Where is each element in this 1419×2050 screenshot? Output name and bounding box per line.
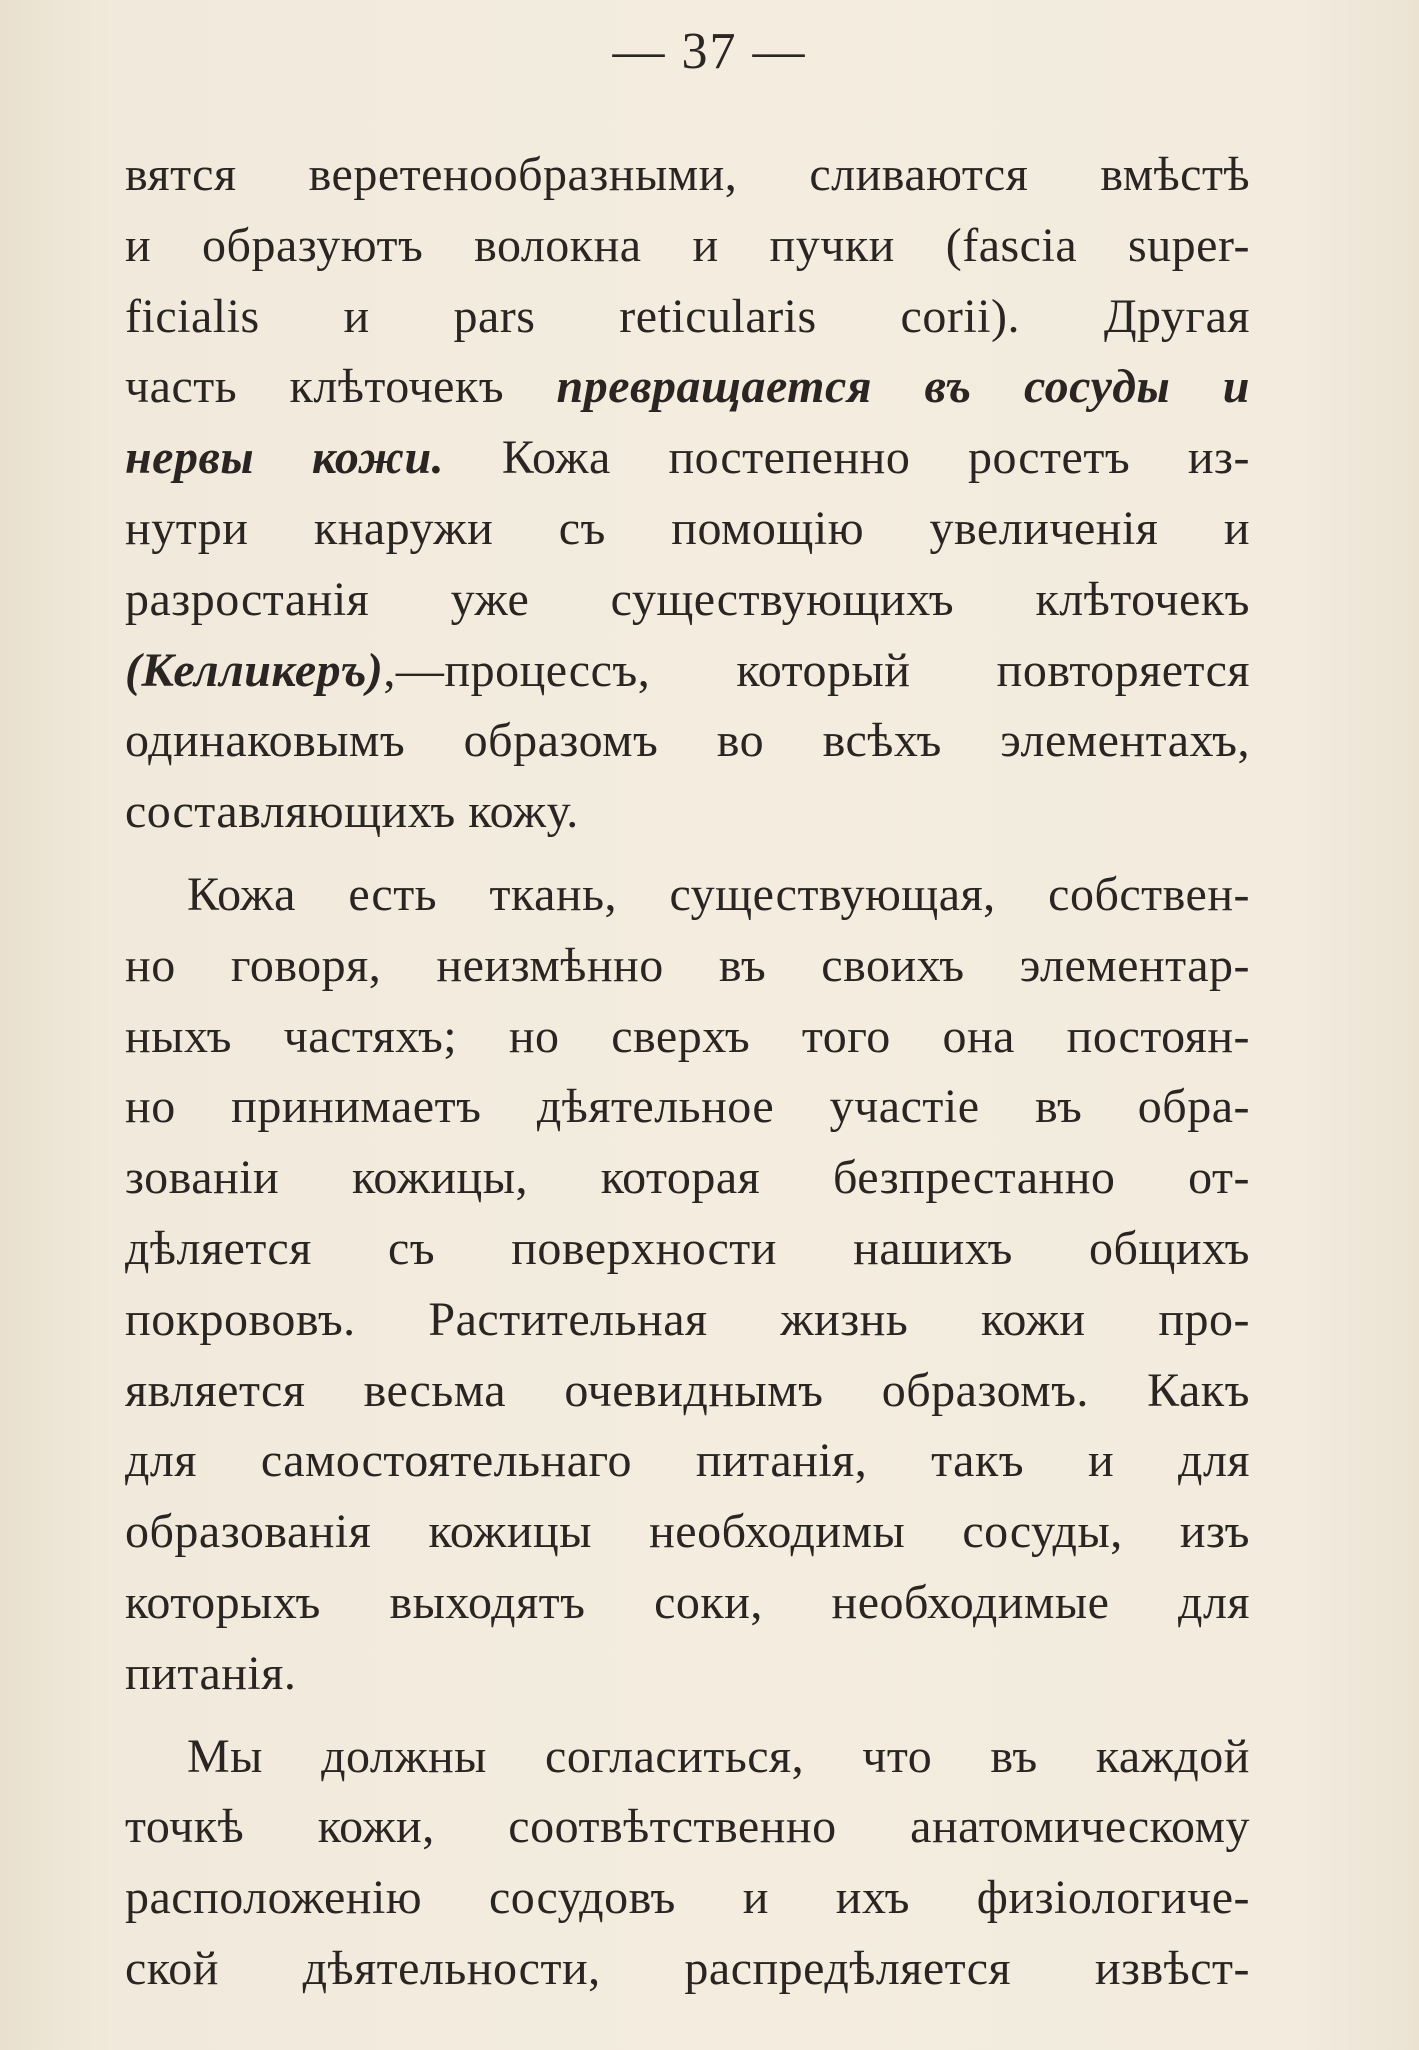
- text-line: [125, 777, 1250, 848]
- text-line: [125, 1934, 1250, 2005]
- italic-text-run: (Келликеръ): [125, 643, 384, 697]
- text-line: [125, 636, 1250, 707]
- text-line: [125, 1568, 1250, 1639]
- text-line: [125, 931, 1250, 1002]
- text-line: [125, 706, 1250, 777]
- text-line: [125, 1214, 1250, 1285]
- text-run: ficialis и pars reticularis corii). Другая: [125, 289, 1250, 343]
- text-run: которыхъ выходятъ соки, необходимые для: [125, 1575, 1250, 1629]
- text-line: [125, 352, 1250, 423]
- text-line: [125, 565, 1250, 636]
- text-line: [125, 282, 1250, 353]
- text-line: [125, 423, 1250, 494]
- text-line: [125, 1639, 1250, 1710]
- text-run: точкѣ кожи, соотвѣтственно анатомическому: [125, 1800, 1250, 1854]
- text-run: для самостоятельнаго питанія, такъ и для: [125, 1434, 1250, 1488]
- italic-text-run: превращается въ сосуды и: [556, 360, 1250, 414]
- text-run: дѣляется съ поверхности нашихъ общихъ: [125, 1221, 1250, 1275]
- text-run: зованіи кожицы, которая безпрестанно от-: [125, 1151, 1250, 1205]
- text-run: и образуютъ волокна и пучки (fascia super-: [125, 218, 1250, 272]
- text-line: [125, 211, 1250, 282]
- text-line: [125, 1356, 1250, 1427]
- text-run: является весьма очевиднымъ образомъ. Какъ: [125, 1363, 1250, 1417]
- italic-text-run: нервы кожи.: [125, 431, 445, 485]
- body-text: [125, 140, 1250, 2005]
- text-run: образованія кожицы необходимы сосуды, изъ: [125, 1505, 1250, 1559]
- text-line: [125, 1072, 1250, 1143]
- text-run: Кожа постепенно ростетъ из-: [444, 431, 1250, 485]
- text-run: Мы должны согласиться, что въ каждой: [187, 1729, 1250, 1783]
- text-line: [125, 1497, 1250, 1568]
- paragraph-gap: [125, 848, 1250, 860]
- text-run: часть клѣточекъ: [125, 360, 557, 414]
- text-run: питанія.: [125, 1646, 297, 1700]
- page-number: — 37 —: [612, 23, 807, 80]
- text-line: [125, 1426, 1250, 1497]
- text-run: Кожа есть ткань, существующая, собствен-: [187, 867, 1250, 921]
- text-run: ныхъ частяхъ; но сверхъ того она постоян-: [125, 1009, 1250, 1063]
- text-line: [125, 1792, 1250, 1863]
- text-line: [125, 494, 1250, 565]
- text-line: [125, 1002, 1250, 1073]
- paragraph: [125, 140, 1250, 848]
- text-run: ,—процессъ, который повторяется: [383, 643, 1250, 697]
- paragraph: [125, 1722, 1250, 2005]
- text-run: ской дѣятельности, распредѣляется извѣст-: [125, 1941, 1250, 1995]
- paragraph: [125, 860, 1250, 1710]
- text-run: покрововъ. Растительная жизнь кожи про-: [125, 1292, 1250, 1346]
- text-run: но говоря, неизмѣнно въ своихъ элементар-: [125, 938, 1250, 992]
- text-run: одинаковымъ образомъ во всѣхъ элементахъ,: [125, 714, 1250, 768]
- text-line: [125, 1863, 1250, 1934]
- text-line: [125, 140, 1250, 211]
- text-run: расположенію сосудовъ и ихъ физіологиче-: [125, 1871, 1250, 1925]
- text-line: [125, 1143, 1250, 1214]
- paragraph-gap: [125, 1710, 1250, 1722]
- text-run: составляющихъ кожу.: [125, 785, 579, 839]
- text-run: но принимаетъ дѣятельное участіе въ обра-: [125, 1080, 1250, 1134]
- text-run: разростанія уже существующихъ клѣточекъ: [125, 572, 1250, 626]
- text-line: [125, 860, 1250, 931]
- text-run: нутри кнаружи съ помощію увеличенія и: [125, 501, 1250, 555]
- text-line: [125, 1285, 1250, 1356]
- text-line: [125, 1722, 1250, 1793]
- text-run: вятся веретенообразными, сливаются вмѣстѣ: [125, 148, 1250, 201]
